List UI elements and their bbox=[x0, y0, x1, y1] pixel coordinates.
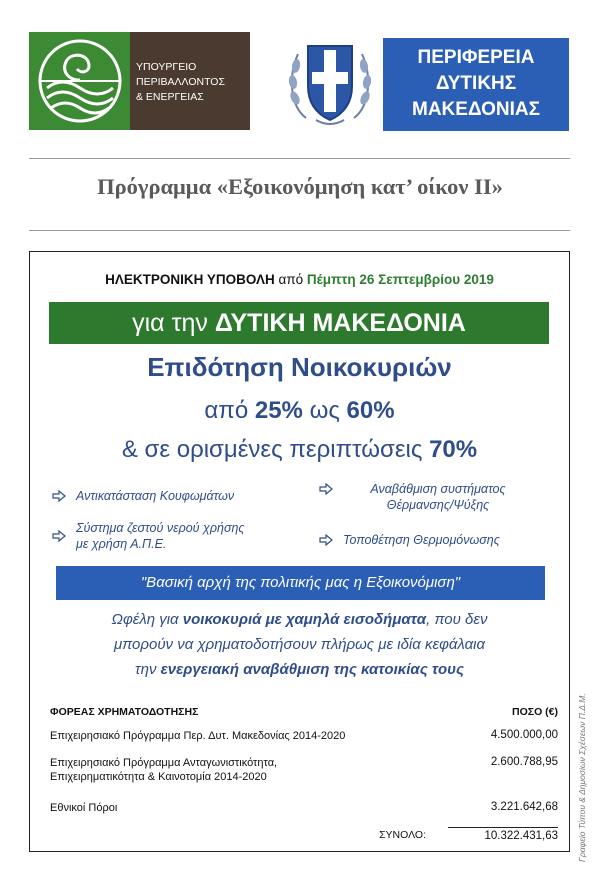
funding-source bbox=[50, 801, 117, 815]
subsidy-range-text: από bbox=[204, 397, 255, 424]
funding-amount: 2.600.788,95 bbox=[490, 756, 558, 768]
measure-item bbox=[319, 532, 559, 548]
funding-source bbox=[50, 729, 345, 743]
subsidy-extra-value: 70% bbox=[429, 436, 478, 463]
measure-label: Σύστημα ζεστού νερού χρήσης με χρήση Α.Π.Ε. bbox=[76, 521, 245, 551]
funding-row bbox=[50, 756, 558, 784]
divider bbox=[29, 230, 570, 231]
submission-date: Πέμπτη 26 Σεπτεμβρίου 2019 bbox=[306, 272, 494, 287]
measure-item bbox=[319, 481, 549, 513]
benefit-text bbox=[30, 607, 569, 682]
region-logo bbox=[383, 38, 569, 131]
benefit-text-part: την bbox=[135, 661, 161, 678]
subsidy-range-high: 60% bbox=[346, 397, 395, 424]
subsidy-title: Επιδότηση Νοικοκυριών bbox=[147, 352, 452, 382]
benefit-highlight: ενεργειακή αναβάθμιση της κατοικίας τους bbox=[160, 661, 464, 678]
ministry-name-line: ΠΕΡΙΒΑΛΛΟΝΤΟΣ bbox=[136, 76, 225, 88]
benefit-text-part: Ωφέλη για bbox=[111, 611, 183, 628]
subsidy-extra-text: & σε ορισμένες περιπτώσεις bbox=[121, 436, 430, 463]
benefit-highlight: νοικοκυριά με χαμηλά εισοδήματα bbox=[182, 611, 427, 628]
measure-label: Αναβάθμιση συστήματος Θέρμανσης/Ψύξης bbox=[370, 482, 506, 512]
greek-coat-of-arms-icon bbox=[286, 36, 374, 130]
subsidy-range-low: 25% bbox=[254, 397, 303, 424]
funding-total-label: ΣΥΝΟΛΟ: bbox=[379, 828, 426, 841]
press-office-credit: Γραφείο Τύπου & Δημοσίων Σχέσεων Π.Δ.Μ. bbox=[577, 693, 587, 862]
funding-table-header bbox=[50, 706, 558, 718]
motto-banner: "Βασική αρχή της πολιτικής μας η Εξοικονόμιση" bbox=[56, 566, 545, 600]
submission-line bbox=[30, 272, 569, 287]
funding-table bbox=[50, 706, 558, 842]
region-name-line: ΔΥΤΙΚΗΣ bbox=[435, 73, 517, 94]
measure-item bbox=[52, 488, 312, 504]
funding-row bbox=[50, 729, 558, 743]
measure-label: Αντικατάσταση Κουφωμάτων bbox=[76, 489, 235, 503]
ministry-logo bbox=[29, 32, 250, 130]
submission-prefix: ΗΛΕΚΤΡΟΝΙΚΗ ΥΠΟΒΟΛΗ bbox=[105, 272, 275, 287]
funding-row bbox=[50, 801, 558, 815]
funding-col-source: ΦΟΡΕΑΣ ΧΡΗΜΑΤΟΔΟΤΗΣΗΣ bbox=[50, 706, 199, 718]
region-banner bbox=[49, 302, 549, 344]
arrow-right-icon bbox=[52, 530, 66, 542]
region-name-line: ΜΑΚΕΔΟΝΙΑΣ bbox=[412, 99, 540, 120]
funding-source-line: Επιχειρηματικότητα & Καινοτομία 2014-2020 bbox=[50, 771, 267, 783]
subsidy-extra bbox=[30, 436, 569, 464]
submission-from: από bbox=[274, 272, 307, 287]
funding-source-line: Εθνικοί Πόροι bbox=[50, 802, 118, 814]
funding-amount: 4.500.000,00 bbox=[490, 729, 558, 741]
funding-source-line: Επιχειρησιακό Πρόγραμμα Ανταγωνιστικότητα, bbox=[50, 757, 278, 769]
benefit-text-part: , που δεν bbox=[426, 611, 488, 628]
funding-col-amount: ΠΟΣΟ (€) bbox=[512, 706, 558, 718]
info-box bbox=[29, 251, 570, 852]
subsidy-range bbox=[30, 397, 569, 425]
region-name-line: ΠΕΡΙΦΕΡΕΙΑ bbox=[417, 47, 535, 68]
benefit-line bbox=[30, 607, 569, 632]
arrow-right-icon bbox=[52, 490, 66, 502]
divider bbox=[29, 158, 570, 159]
ministry-name-line: ΥΠΟΥΡΓΕΙΟ bbox=[136, 61, 197, 73]
funding-source bbox=[50, 756, 277, 784]
ministry-emblem-icon bbox=[29, 32, 130, 130]
funding-amount: 3.221.642,68 bbox=[490, 801, 558, 813]
funding-source-line: Επιχειρησιακό Πρόγραμμα Περ. Δυτ. Μακεδονίας 2014-2020 bbox=[50, 730, 346, 742]
program-title: Πρόγραμμα «Εξοικονόμηση κατ’ οίκον ΙΙ» bbox=[97, 174, 503, 199]
measure-label: Τοποθέτηση Θερμομόνωσης bbox=[343, 533, 500, 547]
benefit-line bbox=[30, 657, 569, 682]
measure-item bbox=[52, 520, 312, 552]
funding-total-row bbox=[50, 827, 558, 842]
arrow-right-icon bbox=[319, 483, 333, 495]
ministry-name bbox=[130, 32, 250, 130]
benefit-line: μπορούν να χρηματοδοτήσουν πλήρως με ιδία κεφάλαια bbox=[113, 636, 486, 653]
subsidy-range-text: ως bbox=[302, 397, 347, 424]
arrow-right-icon bbox=[319, 534, 333, 546]
region-banner-prefix: για την bbox=[132, 309, 215, 337]
region-banner-region: ΔΥΤΙΚΗ ΜΑΚΕΔΟΝΙΑ bbox=[214, 309, 466, 337]
funding-total-amount: 10.322.431,63 bbox=[448, 827, 558, 842]
ministry-name-line: & ΕΝΕΡΓΕΙΑΣ bbox=[136, 91, 204, 103]
